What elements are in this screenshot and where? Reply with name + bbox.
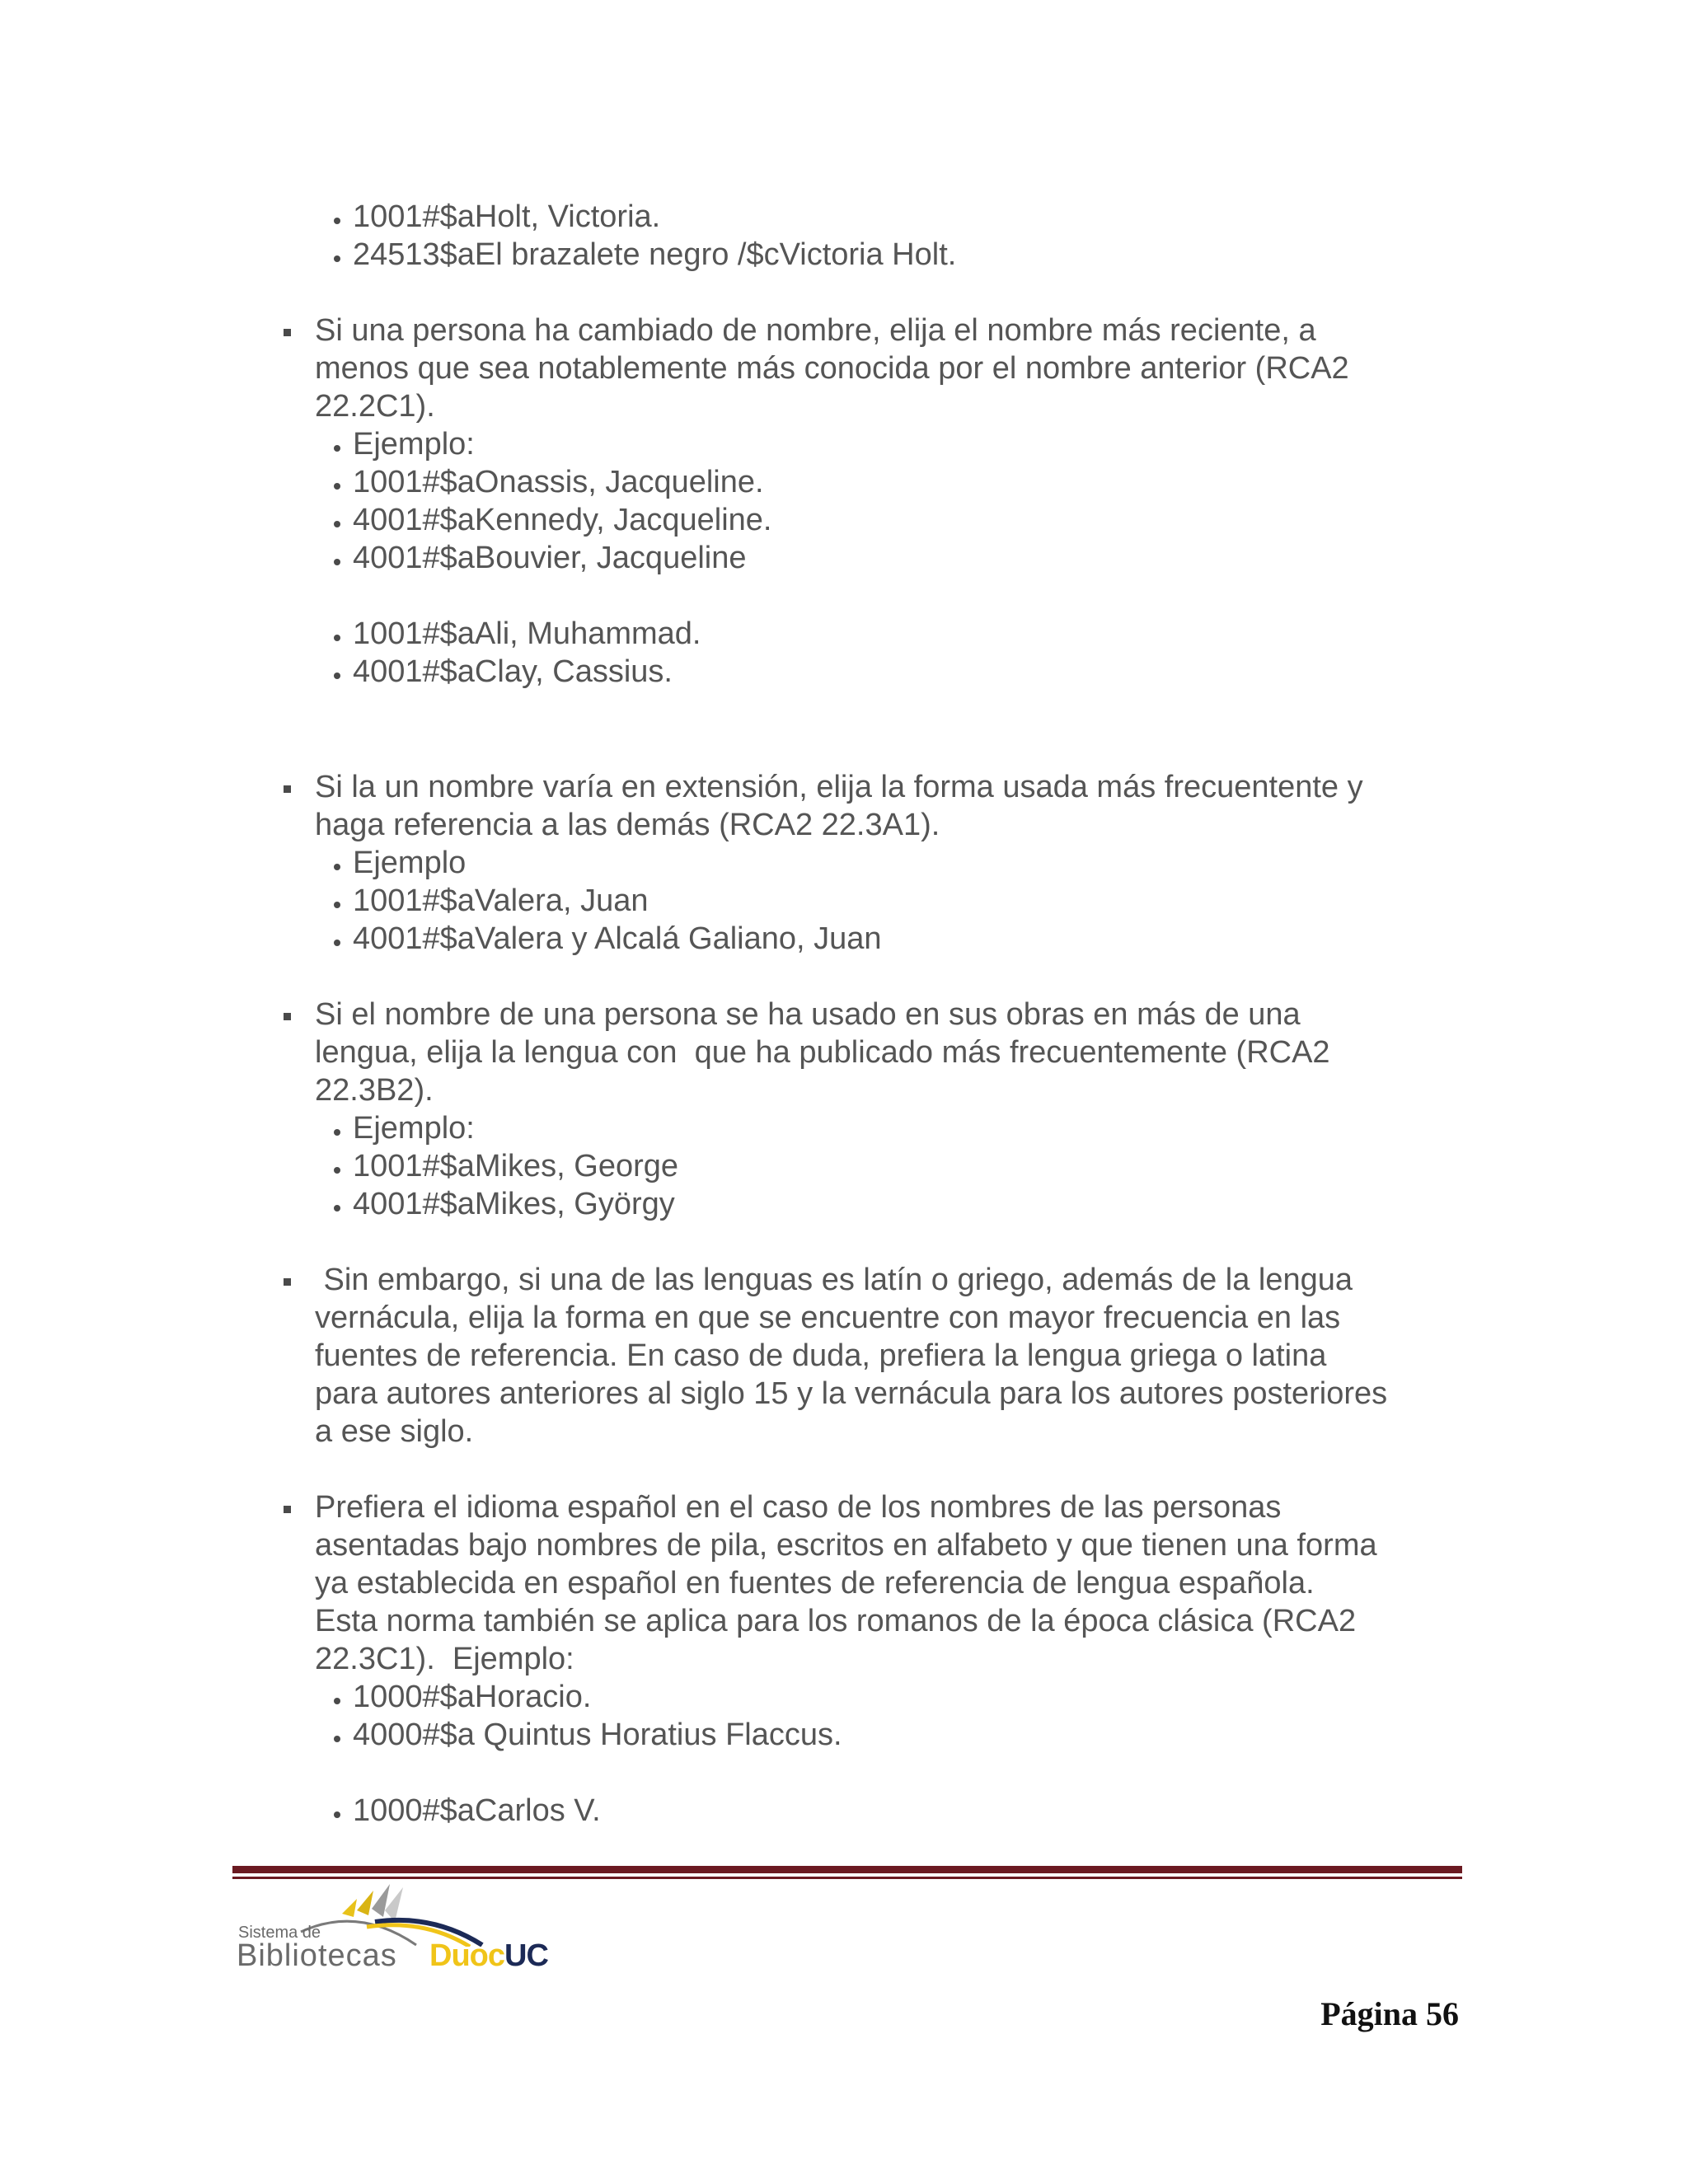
- logo-duoc-text: Duoc: [429, 1938, 504, 1973]
- round-bullet-icon: [334, 255, 340, 262]
- square-bullet-icon: [284, 329, 291, 336]
- page-number: Página 56: [1320, 1995, 1459, 2032]
- round-bullet-icon: [334, 1205, 340, 1212]
- list-item-text: 4000#$a Quintus Horatius Flaccus.: [353, 1718, 842, 1752]
- square-bullet-icon: [284, 1013, 291, 1020]
- round-bullet-icon: [334, 673, 340, 679]
- paragraph-line: 22.3C1). Ejemplo:: [315, 1642, 574, 1676]
- list-item-text: 1001#$aAli, Muhammad.: [353, 616, 701, 651]
- logo-brand-text: [429, 1938, 548, 1974]
- logo-uc-text: UC: [504, 1938, 548, 1973]
- paragraph-line: 22.2C1).: [315, 389, 435, 424]
- paragraph-line: ya establecida en español en fuentes de referencia de lengua española.: [315, 1566, 1315, 1601]
- round-bullet-icon: [334, 902, 340, 908]
- paragraph-line: fuentes de referencia. En caso de duda, prefiera la lengua griega o latina: [315, 1338, 1327, 1373]
- list-item-text: 1001#$aHolt, Victoria.: [353, 199, 661, 234]
- square-bullet-icon: [284, 785, 291, 793]
- list-item-text: 4001#$aMikes, György: [353, 1187, 675, 1221]
- round-bullet-icon: [334, 559, 340, 565]
- paragraph-line: 22.3B2).: [315, 1073, 434, 1108]
- biblioteca-logo: [235, 1881, 589, 1980]
- logo-small-text: Sistema de: [238, 1924, 321, 1942]
- list-item-text: Ejemplo:: [353, 1111, 475, 1146]
- round-bullet-icon: [334, 1811, 340, 1818]
- list-item-text: 1001#$aMikes, George: [353, 1149, 679, 1183]
- paragraph-line: lengua, elija la lengua con que ha publicado más frecuentemente (RCA2: [315, 1035, 1330, 1070]
- paragraph-line: Esta norma también se aplica para los romanos de la época clásica (RCA2: [315, 1604, 1357, 1638]
- paragraph-line: menos que sea notablemente más conocida por el nombre anterior (RCA2: [315, 351, 1349, 386]
- round-bullet-icon: [334, 940, 340, 946]
- round-bullet-icon: [334, 445, 340, 452]
- footer-rule: [232, 1866, 1462, 1873]
- paragraph-line: Prefiera el idioma español en el caso de los nombres de las personas: [315, 1490, 1282, 1525]
- logo-main-text: Bibliotecas: [237, 1938, 397, 1973]
- paragraph-line: vernácula, elija la forma en que se encuentre con mayor frecuencia en las: [315, 1301, 1341, 1335]
- round-bullet-icon: [334, 1698, 340, 1704]
- round-bullet-icon: [334, 218, 340, 224]
- paragraph-line: asentadas bajo nombres de pila, escritos en alfabeto y que tienen una forma: [315, 1528, 1377, 1563]
- paragraph-line: Si una persona ha cambiado de nombre, elija el nombre más reciente, a: [315, 313, 1316, 348]
- round-bullet-icon: [334, 1129, 340, 1136]
- round-bullet-icon: [334, 483, 340, 490]
- list-item-text: 1001#$aValera, Juan: [353, 883, 649, 918]
- list-item-text: Ejemplo:: [353, 427, 475, 462]
- paragraph-line: para autores anteriores al siglo 15 y la vernácula para los autores posteriores: [315, 1376, 1388, 1411]
- logo-swoosh-icon: [293, 1881, 490, 1947]
- paragraph-line: Si la un nombre varía en extensión, elija la forma usada más frecuentente y: [315, 770, 1363, 804]
- paragraph-line: Sin embargo, si una de las lenguas es latín o griego, además de la lengua: [315, 1263, 1353, 1297]
- round-bullet-icon: [334, 521, 340, 527]
- round-bullet-icon: [334, 864, 340, 870]
- square-bullet-icon: [284, 1278, 291, 1286]
- list-item-text: 1000#$aHoracio.: [353, 1680, 592, 1714]
- paragraph-line: haga referencia a las demás (RCA2 22.3A1).: [315, 808, 940, 842]
- list-item-text: 24513$aEl brazalete negro /$cVictoria Holt.: [353, 237, 957, 272]
- list-item-text: 4001#$aClay, Cassius.: [353, 654, 673, 689]
- list-item-text: 4001#$aBouvier, Jacqueline: [353, 541, 747, 575]
- list-item-text: 1001#$aOnassis, Jacqueline.: [353, 465, 764, 499]
- list-item-text: 1000#$aCarlos V.: [353, 1793, 601, 1828]
- square-bullet-icon: [284, 1506, 291, 1513]
- list-item-text: 4001#$aKennedy, Jacqueline.: [353, 503, 772, 537]
- paragraph-line: a ese siglo.: [315, 1414, 474, 1449]
- round-bullet-icon: [334, 1167, 340, 1174]
- round-bullet-icon: [334, 635, 340, 641]
- list-item-text: 4001#$aValera y Alcalá Galiano, Juan: [353, 921, 882, 956]
- round-bullet-icon: [334, 1736, 340, 1742]
- footer-rule-thin: [232, 1877, 1462, 1879]
- list-item-text: Ejemplo: [353, 846, 467, 880]
- paragraph-line: Si el nombre de una persona se ha usado en sus obras en más de una: [315, 997, 1301, 1032]
